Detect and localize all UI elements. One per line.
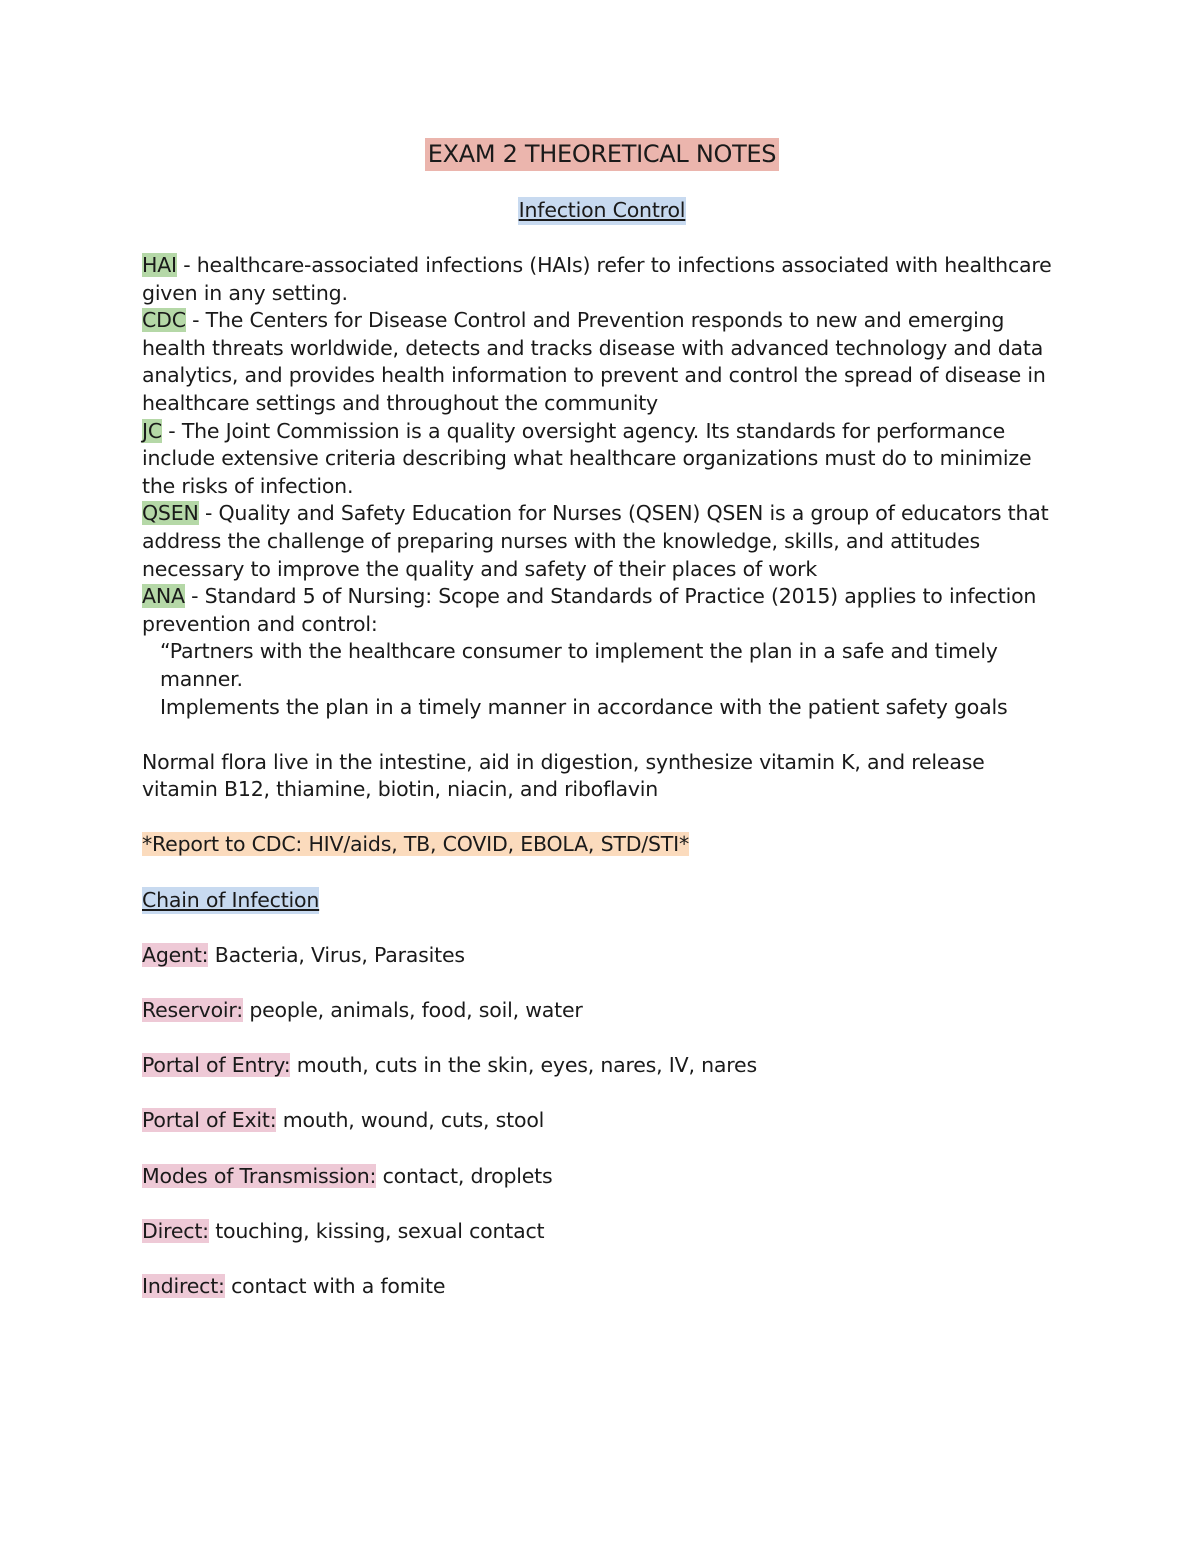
term-separator: - [185, 308, 206, 333]
definitions-list [142, 252, 1062, 721]
page-title: EXAM 2 THEORETICAL NOTES [425, 138, 779, 171]
chain-text: contact, droplets [376, 1163, 553, 1188]
chain-item-direct [142, 1218, 1062, 1246]
term-separator: - [161, 418, 182, 443]
definition-hai [142, 252, 1062, 307]
chain-label: Portal of Exit: [142, 1108, 277, 1133]
report-to-cdc-note: *Report to CDC: HIV/aids, TB, COVID, EBOLA, STD/STI* [142, 832, 690, 857]
chain-item-reservoir [142, 997, 1062, 1025]
term-separator: - [184, 584, 205, 609]
ana-point: “Partners with the healthcare consumer to implement the plan in a safe and timely manner. [160, 639, 998, 691]
chain-of-infection-list [142, 942, 1062, 1301]
chain-label: Agent: [142, 942, 209, 967]
chain-label: Indirect: [142, 1273, 225, 1298]
definition-text: The Centers for Disease Control and Prevention responds to new and emerging health threats worldwide, detects and tracks disease with advanced technology and data analytics, and provides health information to prevent and control the spread of disease in healthcare settings and throughout the community [142, 308, 1046, 415]
section-heading-infection-control: Infection Control [518, 197, 687, 225]
definition-text: Standard 5 of Nursing: Scope and Standards of Practice (2015) applies to infection prevention and control: [142, 584, 1037, 636]
term-cdc: CDC [142, 308, 186, 333]
term-jc: JC [142, 418, 162, 443]
definition-text: healthcare-associated infections (HAIs) refer to infections associated with healthcare given in any setting. [142, 253, 1052, 305]
chain-text: mouth, cuts in the skin, eyes, nares, IV, nares [290, 1053, 757, 1078]
chain-text: mouth, wound, cuts, stool [276, 1108, 545, 1133]
definition-text: Quality and Safety Education for Nurses (QSEN) QSEN is a group of educators that address the challenge of preparing nurses with the knowledge, skills, and attitudes necessary to improve the quality and safety of their places of work [142, 501, 1049, 581]
ana-point: Implements the plan in a timely manner in accordance with the patient safety goals [160, 694, 1008, 719]
chain-item-portal-of-entry [142, 1052, 1062, 1080]
term-separator: - [176, 253, 197, 277]
chain-item-portal-of-exit [142, 1107, 1062, 1135]
chain-text: touching, kissing, sexual contact [208, 1218, 545, 1243]
definition-text: The Joint Commission is a quality oversight agency. Its standards for performance include extensive criteria describing what healthcare organizations must do to minimize the risks of infection. [142, 418, 1032, 498]
chain-label: Modes of Transmission: [142, 1163, 377, 1188]
term-separator: - [198, 501, 219, 526]
document-page [142, 138, 1062, 1328]
chain-label: Portal of Entry: [142, 1053, 291, 1078]
chain-text: Bacteria, Virus, Parasites [208, 942, 465, 967]
definition-cdc [142, 307, 1062, 417]
term-hai: HAI [142, 253, 177, 277]
section-heading-chain-of-infection: Chain of Infection [142, 887, 319, 915]
chain-text: contact with a fomite [224, 1273, 446, 1298]
term-ana: ANA [142, 584, 185, 609]
chain-label: Direct: [142, 1218, 209, 1243]
definition-ana [142, 583, 1062, 638]
term-qsen: QSEN [142, 501, 199, 526]
definition-qsen [142, 500, 1062, 583]
chain-item-agent [142, 942, 1062, 970]
chain-label: Reservoir: [142, 998, 244, 1023]
normal-flora-paragraph: Normal flora live in the intestine, aid in digestion, synthesize vitamin K, and release vitamin B12, thiamine, biotin, niacin, and riboflavin [142, 749, 985, 802]
chain-item-modes-of-transmission [142, 1163, 1062, 1191]
chain-item-indirect [142, 1273, 1062, 1301]
chain-text: people, animals, food, soil, water [243, 998, 583, 1023]
definition-jc [142, 418, 1062, 501]
